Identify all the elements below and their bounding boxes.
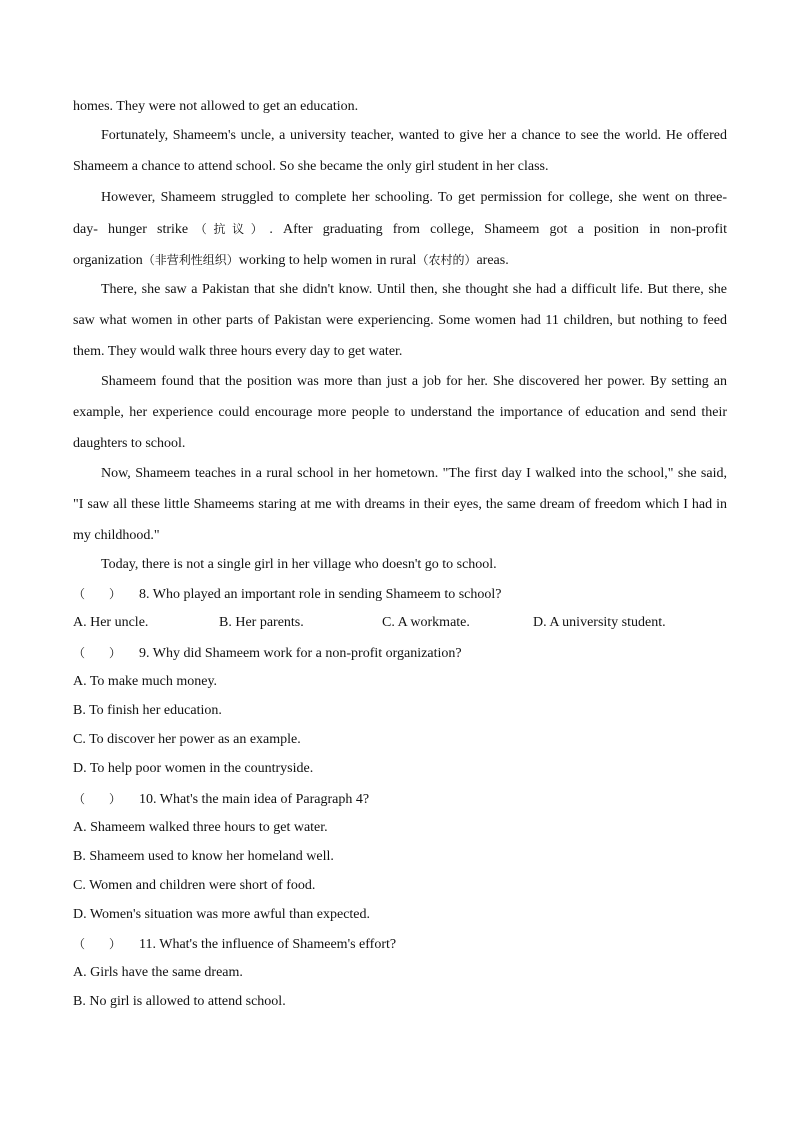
- question-stem: 10. What's the main idea of Paragraph 4?: [139, 792, 370, 807]
- passage-text: organization: [73, 253, 143, 268]
- passage-text: working to help women in rural: [238, 253, 417, 268]
- options-row: [73, 612, 727, 634]
- option-a[interactable]: A. To make much money.: [73, 674, 218, 689]
- chinese-gloss: （农村的）: [416, 253, 477, 267]
- passage-text: areas.: [476, 253, 509, 268]
- passage-line: daughters to school.: [73, 436, 186, 451]
- passage-line: my childhood.": [73, 528, 160, 543]
- answer-blank[interactable]: （ ）: [73, 937, 122, 951]
- passage-line: Today, there is not a single girl in her village who doesn't go to school.: [101, 557, 497, 572]
- question-10: [73, 788, 727, 810]
- question-8: [73, 583, 727, 605]
- option-c[interactable]: C. To discover her power as an example.: [73, 732, 301, 747]
- passage-line: [73, 249, 727, 271]
- passage-line: There, she saw a Pakistan that she didn't know. Until then, she thought she had a difficult life. But there, she: [101, 282, 727, 297]
- option-a[interactable]: A. Shameem walked three hours to get water.: [73, 820, 328, 835]
- passage-line: Now, Shameem teaches in a rural school in her hometown. "The first day I walked into the school," she said,: [101, 466, 727, 481]
- question-stem: 8. Who played an important role in sending Shameem to school?: [139, 587, 502, 602]
- answer-blank[interactable]: （ ）: [73, 587, 122, 601]
- option-b[interactable]: B. To finish her education.: [73, 703, 222, 718]
- passage-text: . After graduating from college, Shameem got a position in non-profit: [269, 222, 727, 237]
- option-d[interactable]: D. A university student.: [533, 615, 666, 630]
- option-a[interactable]: A. Girls have the same dream.: [73, 965, 243, 980]
- passage-text: day- hunger strike: [73, 222, 189, 237]
- passage-line: them. They would walk three hours every day to get water.: [73, 344, 403, 359]
- option-b[interactable]: B. Shameem used to know her homeland well.: [73, 849, 334, 864]
- option-c[interactable]: C. A workmate.: [382, 615, 470, 630]
- passage-line: Shameem a chance to attend school. So she became the only girl student in her class.: [73, 159, 549, 174]
- passage-line: Fortunately, Shameem's uncle, a university teacher, wanted to give her a chance to see the world. He offered: [101, 128, 727, 143]
- option-a[interactable]: A. Her uncle.: [73, 615, 149, 630]
- passage-line: homes. They were not allowed to get an education.: [73, 99, 359, 114]
- option-b[interactable]: B. Her parents.: [219, 615, 304, 630]
- question-stem: 9. Why did Shameem work for a non-profit organization?: [139, 646, 462, 661]
- passage-line: "I saw all these little Shameems staring at me with dreams in their eyes, the same dream of freedom which I had in: [73, 497, 727, 512]
- chinese-gloss: （抗议）: [188, 222, 270, 236]
- passage-line: [73, 218, 727, 240]
- question-9: [73, 642, 727, 664]
- passage-line: saw what women in other parts of Pakistan were experiencing. Some women had 11 children, but nothing to feed: [73, 313, 727, 328]
- passage-line: Shameem found that the position was more than just a job for her. She discovered her power. By setting an: [101, 374, 727, 389]
- document-page: [73, 0, 727, 1130]
- passage-line: However, Shameem struggled to complete her schooling. To get permission for college, she went on three-: [101, 190, 727, 205]
- answer-blank[interactable]: （ ）: [73, 792, 122, 806]
- option-c[interactable]: C. Women and children were short of food.: [73, 878, 316, 893]
- option-d[interactable]: D. Women's situation was more awful than expected.: [73, 907, 371, 922]
- passage-line: example, her experience could encourage more people to understand the importance of education and send their: [73, 405, 727, 420]
- answer-blank[interactable]: （ ）: [73, 646, 122, 660]
- option-d[interactable]: D. To help poor women in the countryside.: [73, 761, 314, 776]
- question-stem: 11. What's the influence of Shameem's effort?: [139, 937, 397, 952]
- chinese-gloss: （非营利性组织）: [142, 253, 239, 267]
- question-11: [73, 933, 727, 955]
- option-b[interactable]: B. No girl is allowed to attend school.: [73, 994, 286, 1009]
